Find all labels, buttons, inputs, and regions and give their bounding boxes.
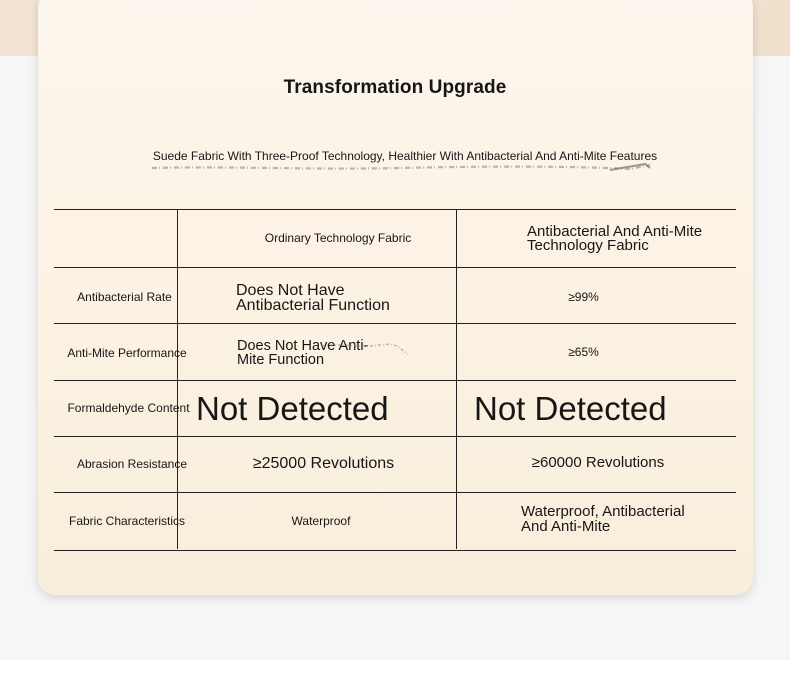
column-header-tech: Antibacterial And Anti-Mite Technology Fabric [527,222,703,254]
row-label-fabric-characteristics: Fabric Characteristics [68,514,186,528]
tech-abrasion-resistance: ≥60000 Revolutions [531,454,665,471]
ordinary-anti-mite-performance: Does Not Have Anti-Mite Function [237,337,369,368]
tech-antibacterial-rate: ≥99% [568,290,599,304]
ordinary-antibacterial-rate: Does Not Have Antibacterial Function [236,281,390,314]
page-title: Transformation Upgrade [283,77,507,98]
ordinary-abrasion-resistance: ≥25000 Revolutions [252,455,395,472]
ordinary-fabric-characteristics: Waterproof [291,514,351,528]
brush-smudge-decoration [320,338,410,358]
tech-fabric-characteristics: Waterproof, Antibacterial And Anti-Mite [521,503,685,535]
brush-stroke-decoration [150,163,655,173]
tech-anti-mite-performance: ≥65% [568,345,599,359]
bottom-band [0,660,790,689]
tech-formaldehyde-content: Not Detected [474,389,667,427]
page-subtitle: Suede Fabric With Three-Proof Technology, Healthier With Antibacterial And Anti-Mite Features [152,149,658,163]
ordinary-formaldehyde-content: Not Detected [196,389,389,427]
row-label-formaldehyde-content: Formaldehyde Content [67,401,190,415]
row-label-anti-mite-performance: Anti-Mite Performance [67,345,187,360]
column-header-ordinary: Ordinary Technology Fabric [264,231,412,245]
row-label-abrasion-resistance: Abrasion Resistance [76,457,188,471]
table-border-bottom [54,550,736,551]
row-label-antibacterial-rate: Antibacterial Rate [77,290,172,304]
